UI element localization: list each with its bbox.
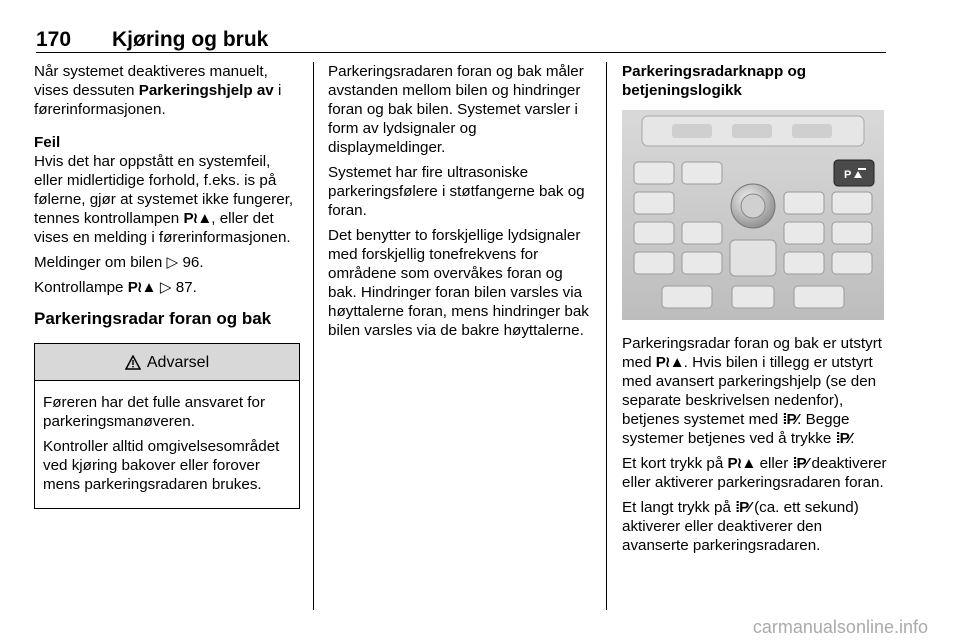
park-lamp-icon: P≀▲ <box>183 210 212 227</box>
header-rule <box>36 52 886 53</box>
vehicle-messages-ref: Meldinger om bilen ▷ 96. <box>34 254 204 271</box>
page-ref-icon: ▷ <box>159 279 172 296</box>
warning-text-1: Føreren har det fulle ansvaret for parkeringsmanøveren. <box>43 394 266 430</box>
fault-heading: Feil <box>34 134 61 151</box>
warning-header <box>35 344 299 381</box>
long-press-paragraph: Et langt trykk på ⁞P⁄ (ca. ett sekund) aktiverer eller deaktiverer den avanserte parkeringsradaren. <box>622 499 859 554</box>
page-number: 170 <box>36 28 72 51</box>
chapter-title: Kjøring og bruk <box>112 28 269 51</box>
center-console-illustration <box>622 110 884 320</box>
warning-triangle-icon <box>125 355 141 370</box>
watermark: carmanualsonline.info <box>752 617 928 637</box>
column-2 <box>328 62 593 346</box>
warning-box <box>34 343 300 509</box>
warning-body <box>35 381 299 508</box>
operation-paragraph: Parkeringsradar foran og bak er utstyrt med P≀▲. Hvis bilen i tillegg er utstyrt med avansert parkeringshjelp (se den separate beskrivelsen nedenfor), betjenes systemet med ⁞P⁄. Begge systemer betjenes ved å trykke ⁞P⁄. <box>622 335 882 447</box>
section-heading: Parkeringsradar foran og bak <box>34 309 272 328</box>
page-ref-icon: ▷ <box>166 254 179 271</box>
park-button-icon: ⁞P⁄ <box>835 430 851 447</box>
park-lamp-icon: P≀▲ <box>127 279 156 296</box>
column-1 <box>34 62 300 509</box>
deactivation-paragraph: Når systemet deaktiveres manuelt, vises dessuten Parkeringshjelp av i førerinformasjonen. <box>34 63 282 118</box>
page-header <box>36 26 886 52</box>
column-divider <box>313 62 314 610</box>
system-intro-paragraph: Parkeringsradaren foran og bak måler avstanden mellom bilen og hindringer foran og bak bilen. Systemet varsler i form av lydsignaler og displaymeldinger. <box>328 63 584 156</box>
fault-paragraph: Hvis det har oppstått en systemfeil, eller midlertidige forhold, f.eks. is på følerne, gjør at systemet ikke fungerer, tennes kontrollampen P≀▲, eller det vises en melding i førerinformasjonen. <box>34 153 294 246</box>
park-button-icon: ⁞P⁄ <box>735 499 750 516</box>
park-lamp-icon: P≀▲ <box>655 354 684 371</box>
column-3 <box>622 62 890 561</box>
park-lamp-icon: P≀▲ <box>727 455 756 472</box>
park-button-icon: ⁞P⁄ <box>782 411 798 428</box>
warning-title: Advarsel <box>146 353 210 371</box>
warning-text-2: Kontroller alltid omgivelsesområdet ved kjøring bakover eller forover mens parkeringsradaren brukes. <box>43 438 280 493</box>
column-divider <box>606 62 607 610</box>
center-console-photo <box>622 110 884 320</box>
control-lamp-ref: Kontrollampe P≀▲ ▷ 87. <box>34 279 197 296</box>
sensors-paragraph: Systemet har fire ultrasoniske parkeringsfølere i støtfangerne bak og foran. <box>328 164 585 219</box>
signals-paragraph: Det benytter to forskjellige lydsignaler med forskjellig tonefrekvens for områdene som overvåkes foran og bak. Hindringer foran bilen varsles via høyttalerne foran, mens hindringer bak bilen varsles via de bakre høyttalerne. <box>328 227 589 339</box>
short-press-paragraph: Et kort trykk på P≀▲ eller ⁞P⁄ deaktiverer eller aktiverer parkeringsradaren foran. <box>622 455 887 491</box>
park-button-photo-label: P <box>844 169 852 181</box>
button-logic-heading: Parkeringsradarknapp og betjeningslogikk <box>622 63 807 99</box>
park-assist-off-label: Parkeringshjelp av <box>138 82 274 99</box>
park-button-icon: ⁞P⁄ <box>792 455 808 472</box>
